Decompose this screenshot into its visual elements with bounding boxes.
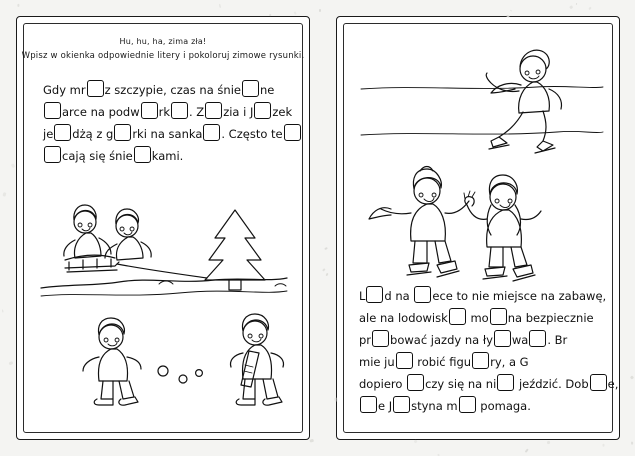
answer-blank[interactable] — [449, 308, 466, 325]
text-fragment: z szczypie, czas na śnie — [104, 83, 241, 97]
text-fragment: . Br — [547, 333, 568, 347]
answer-blank[interactable] — [393, 396, 410, 413]
answer-blank[interactable] — [141, 102, 158, 119]
text-fragment: ece to nie miejsce na zabawę, — [432, 289, 607, 303]
text-fragment: e, — [607, 377, 619, 391]
text-fragment: . Często te — [221, 127, 283, 141]
skating-pair-illustration — [355, 157, 605, 285]
text-line-3 — [43, 123, 289, 145]
answer-blank[interactable] — [254, 102, 271, 119]
answer-blank[interactable] — [205, 102, 222, 119]
left-page-text-block — [43, 79, 293, 167]
text-fragment: ale na lodowisk — [359, 311, 448, 325]
text-fragment: je — [43, 127, 54, 141]
text-line-2 — [359, 307, 601, 329]
text-fragment: arce na podw — [62, 105, 140, 119]
text-fragment: bować jazdy na ły — [390, 333, 493, 347]
text-fragment: czy się na ni — [425, 377, 497, 391]
text-fragment: cają się śnie — [62, 149, 133, 163]
sledding-children-illustration — [39, 192, 289, 302]
answer-blank[interactable] — [497, 374, 514, 391]
text-fragment: zia i J — [223, 105, 254, 119]
answer-blank[interactable] — [44, 146, 61, 163]
answer-blank[interactable] — [590, 374, 607, 391]
text-line-2 — [43, 101, 293, 123]
text-fragment: wa — [511, 333, 529, 347]
text-line-4 — [43, 145, 289, 167]
left-worksheet-page — [16, 16, 310, 440]
text-line-6 — [359, 395, 601, 417]
worksheet-title-line-1: Hu, hu, ha, zima zła! — [119, 37, 207, 46]
text-fragment: rki na sanka — [132, 127, 203, 141]
right-page-text-block — [359, 285, 619, 417]
answer-blank[interactable] — [407, 374, 424, 391]
text-fragment: na bezpiecznie — [507, 311, 594, 325]
answer-blank[interactable] — [459, 396, 476, 413]
answer-blank[interactable] — [366, 286, 383, 303]
answer-blank[interactable] — [360, 396, 377, 413]
answer-blank[interactable] — [494, 330, 511, 347]
text-fragment: robić figu — [413, 355, 472, 369]
answer-blank[interactable] — [134, 146, 151, 163]
text-fragment: . Z — [189, 105, 205, 119]
answer-blank[interactable] — [396, 352, 413, 369]
snowball-children-illustration — [39, 307, 289, 415]
text-line-5 — [359, 373, 619, 395]
text-line-1 — [43, 79, 289, 101]
text-fragment: kami. — [151, 149, 184, 163]
text-fragment: d na — [384, 289, 414, 303]
text-fragment: mo — [466, 311, 489, 325]
answer-blank[interactable] — [114, 124, 131, 141]
answer-blank[interactable] — [284, 124, 301, 141]
answer-blank[interactable] — [203, 124, 220, 141]
answer-blank[interactable] — [87, 80, 104, 97]
text-fragment: jeździć. Dob — [515, 377, 589, 391]
text-fragment: zek — [272, 105, 293, 119]
answer-blank[interactable] — [490, 308, 507, 325]
text-fragment: dżą z g — [72, 127, 114, 141]
answer-blank[interactable] — [529, 330, 546, 347]
ice-skater-illustration — [357, 31, 607, 161]
right-worksheet-page — [336, 16, 620, 440]
text-line-4 — [359, 351, 601, 373]
text-fragment: L — [359, 289, 366, 303]
text-fragment: ne — [259, 83, 275, 97]
text-line-3 — [359, 329, 601, 351]
answer-blank[interactable] — [242, 80, 259, 97]
text-fragment: pr — [359, 333, 372, 347]
text-fragment: styna m — [411, 399, 458, 413]
text-fragment: rk — [158, 105, 170, 119]
answer-blank[interactable] — [472, 352, 489, 369]
text-fragment: Gdy mr — [43, 83, 86, 97]
text-fragment: pomaga. — [476, 399, 531, 413]
worksheet-title-line-2: Wpisz w okienka odpowiednie litery i pokoloruj zimowe rysunki. — [21, 51, 305, 61]
text-line-1 — [359, 285, 607, 307]
answer-blank[interactable] — [171, 102, 188, 119]
text-fragment: ry, a G — [490, 355, 529, 369]
text-fragment: e J — [378, 399, 393, 413]
text-fragment: mie ju — [359, 355, 395, 369]
answer-blank[interactable] — [372, 330, 389, 347]
answer-blank[interactable] — [54, 124, 71, 141]
answer-blank[interactable] — [414, 286, 431, 303]
answer-blank[interactable] — [44, 102, 61, 119]
text-fragment: dopiero — [359, 377, 407, 391]
